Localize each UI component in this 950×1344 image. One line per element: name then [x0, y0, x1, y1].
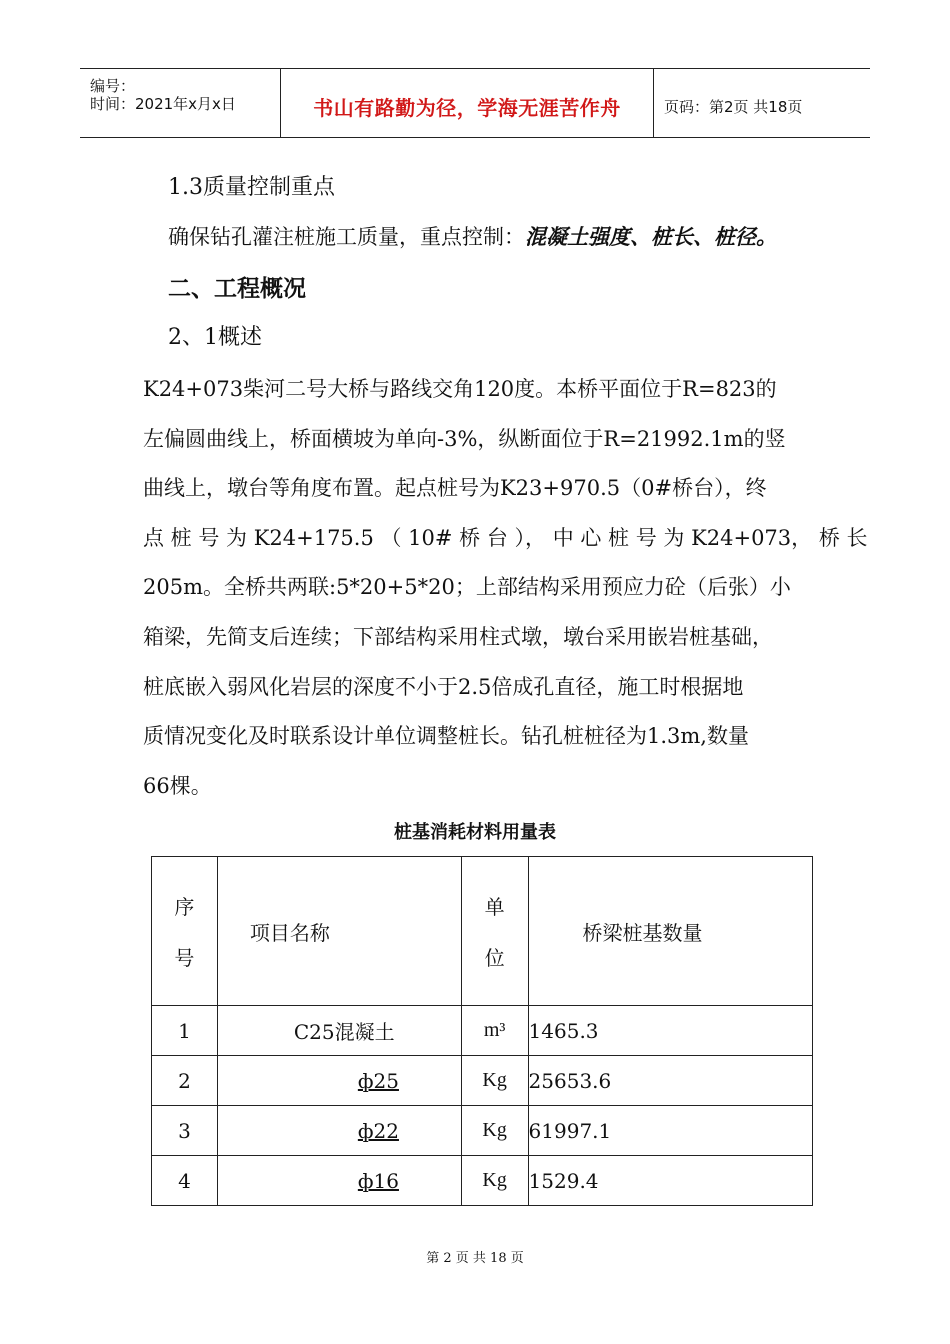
header-name-text: 项目名称 [249, 920, 330, 945]
header-seq-top: 序 [174, 895, 195, 919]
cell-qty: 25653.6 [528, 1056, 812, 1106]
header-motto: 书山有路勤为径，学海无涯苦作舟 [313, 95, 621, 120]
table-title: 桩基消耗材料用量表 [394, 822, 556, 843]
paragraph-line: 箱梁，先简支后连续；下部结构采用柱式墩，墩台采用嵌岩桩基础， [143, 624, 773, 649]
paragraph-line: 66棵。 [143, 773, 212, 798]
cell-unit: m³ [461, 1006, 528, 1056]
quality-control-prefix: 确保钻孔灌注桩施工质量，重点控制： [168, 225, 525, 249]
cell-unit: Kg [461, 1106, 528, 1156]
cell-seq: 1 [152, 1006, 218, 1056]
header-unit [461, 857, 528, 1006]
page-header [80, 68, 870, 138]
cell-name [217, 1156, 461, 1206]
paragraph-line: 左偏圆曲线上，桥面横坡为单向-3%，纵断面位于R=21992.1m的竖 [143, 426, 786, 451]
quality-control-emphasis: 混凝土强度、桩长、桩径。 [525, 224, 777, 249]
section-heading-2: 二、工程概况 [168, 276, 306, 302]
paragraph-line: 质情况变化及时联系设计单位调整桩长。钻孔桩桩径为1.3m,数量 [143, 724, 749, 749]
header-name [217, 857, 461, 1006]
paragraph-line: 曲线上，墩台等角度布置。起点桩号为K23+970.5（0#桥台），终 [143, 476, 767, 501]
cell-name: C25混凝土 [217, 1006, 461, 1056]
cell-seq: 4 [152, 1156, 218, 1206]
cell-unit: Kg [461, 1056, 528, 1106]
quality-control-text [168, 221, 777, 251]
cell-seq: 3 [152, 1106, 218, 1156]
paragraph-line: 桩底嵌入弱风化岩层的深度不小于2.5倍成孔直径，施工时根据地 [143, 674, 744, 699]
subsection-heading-2-1: 2、1概述 [168, 325, 262, 350]
cell-unit: Kg [461, 1156, 528, 1206]
cell-seq: 2 [152, 1056, 218, 1106]
paragraph-line: 点 桩 号 为 K24+175.5 （ 10# 桥 台 ）， 中 心 桩 号 为 K24+073， 桥 长 [143, 525, 868, 550]
document-number-label: 编号： [90, 77, 136, 95]
header-qty [528, 857, 812, 1006]
table-row [152, 1106, 813, 1156]
cell-qty: 61997.1 [528, 1106, 812, 1156]
header-seq [152, 857, 218, 1006]
cell-name-text: ф16 [357, 1168, 399, 1193]
header-unit-bottom: 位 [484, 946, 505, 970]
header-meta [80, 69, 280, 137]
cell-qty: 1465.3 [528, 1006, 812, 1056]
overview-paragraph [143, 365, 868, 811]
cell-name-text: ф22 [357, 1118, 399, 1143]
table-header-row [152, 857, 813, 1006]
paragraph-line: 205m。全桥共两联:5*20+5*20；上部结构采用预应力砼（后张）小 [143, 575, 791, 600]
paragraph-line: K24+073柴河二号大桥与路线交角120度。本桥平面位于R=823的 [143, 377, 777, 401]
table-row [152, 1006, 813, 1056]
header-seq-bottom: 号 [174, 946, 195, 970]
header-page-info: 页码：第2页 共18页 [664, 97, 803, 116]
header-unit-top: 单 [484, 895, 505, 919]
header-qty-text: 桥梁桩基数量 [582, 920, 703, 945]
cell-qty: 1529.4 [528, 1156, 812, 1206]
header-motto-cell [280, 69, 654, 137]
table-row [152, 1056, 813, 1106]
document-time-label: 时间：2021年x月x日 [90, 95, 236, 113]
cell-name [217, 1056, 461, 1106]
table-row [152, 1156, 813, 1206]
cell-name [217, 1106, 461, 1156]
cell-name-text: ф25 [357, 1068, 399, 1093]
page-footer: 第 2 页 共 18 页 [426, 1251, 524, 1266]
materials-table [151, 856, 813, 1206]
section-heading-1-3: 1.3质量控制重点 [168, 175, 335, 200]
